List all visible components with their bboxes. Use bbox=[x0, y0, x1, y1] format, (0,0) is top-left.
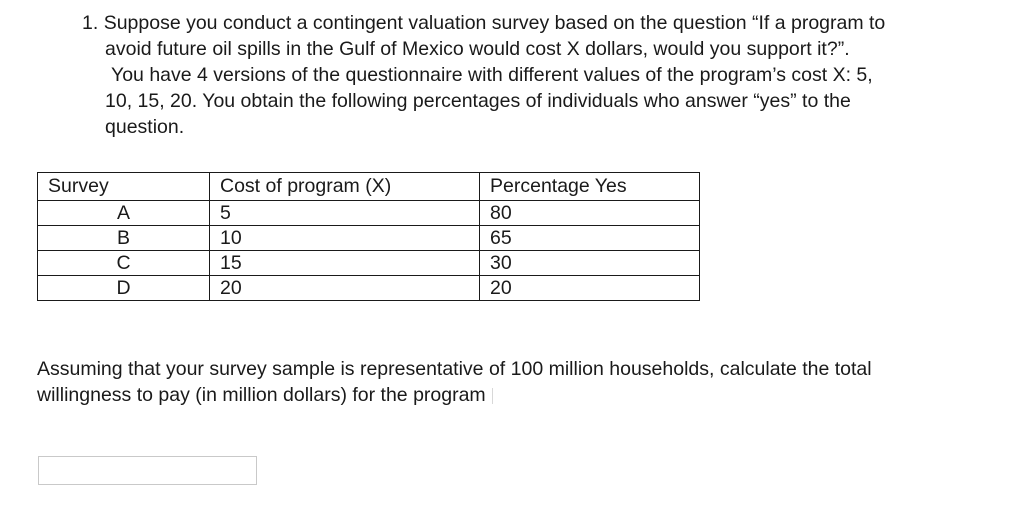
percentage-cell: 30 bbox=[480, 251, 700, 276]
instruction-line-1: Assuming that your survey sample is representative of 100 million households, calculate the total bbox=[37, 358, 872, 380]
answer-input[interactable] bbox=[38, 456, 257, 485]
cost-cell: 10 bbox=[210, 226, 480, 251]
percentage-cell: 65 bbox=[480, 226, 700, 251]
cost-cell: 15 bbox=[210, 251, 480, 276]
question-line-4: 10, 15, 20. You obtain the following percentages of individuals who answer “yes” to the bbox=[105, 90, 851, 112]
header-cost: Cost of program (X) bbox=[210, 173, 480, 201]
percentage-cell: 20 bbox=[480, 276, 700, 301]
table-header-row bbox=[38, 173, 700, 201]
survey-cell: A bbox=[38, 201, 210, 226]
question-line-1: 1. Suppose you conduct a contingent valuation survey based on the question “If a program to bbox=[82, 12, 886, 34]
question-number: 1. bbox=[82, 12, 99, 34]
text-cursor bbox=[492, 388, 493, 404]
question-block bbox=[82, 10, 1012, 140]
question-line-5: question. bbox=[105, 116, 185, 138]
question-line-3: You have 4 versions of the questionnaire with different values of the program’s cost X: 5, bbox=[111, 64, 873, 86]
table-row bbox=[38, 276, 700, 301]
header-percentage-yes: Percentage Yes bbox=[480, 173, 700, 201]
table-row bbox=[38, 226, 700, 251]
table-row bbox=[38, 251, 700, 276]
survey-cell: B bbox=[38, 226, 210, 251]
survey-cell: C bbox=[38, 251, 210, 276]
header-survey: Survey bbox=[38, 173, 210, 201]
table-row bbox=[38, 201, 700, 226]
instruction-line-2: willingness to pay (in million dollars) for the program bbox=[37, 382, 1007, 408]
cost-cell: 20 bbox=[210, 276, 480, 301]
survey-table bbox=[37, 172, 700, 301]
question-line-2: avoid future oil spills in the Gulf of Mexico would cost X dollars, would you support it?”. bbox=[105, 38, 850, 60]
survey-cell: D bbox=[38, 276, 210, 301]
percentage-cell: 80 bbox=[480, 201, 700, 226]
instruction-text bbox=[37, 356, 1007, 408]
cost-cell: 5 bbox=[210, 201, 480, 226]
